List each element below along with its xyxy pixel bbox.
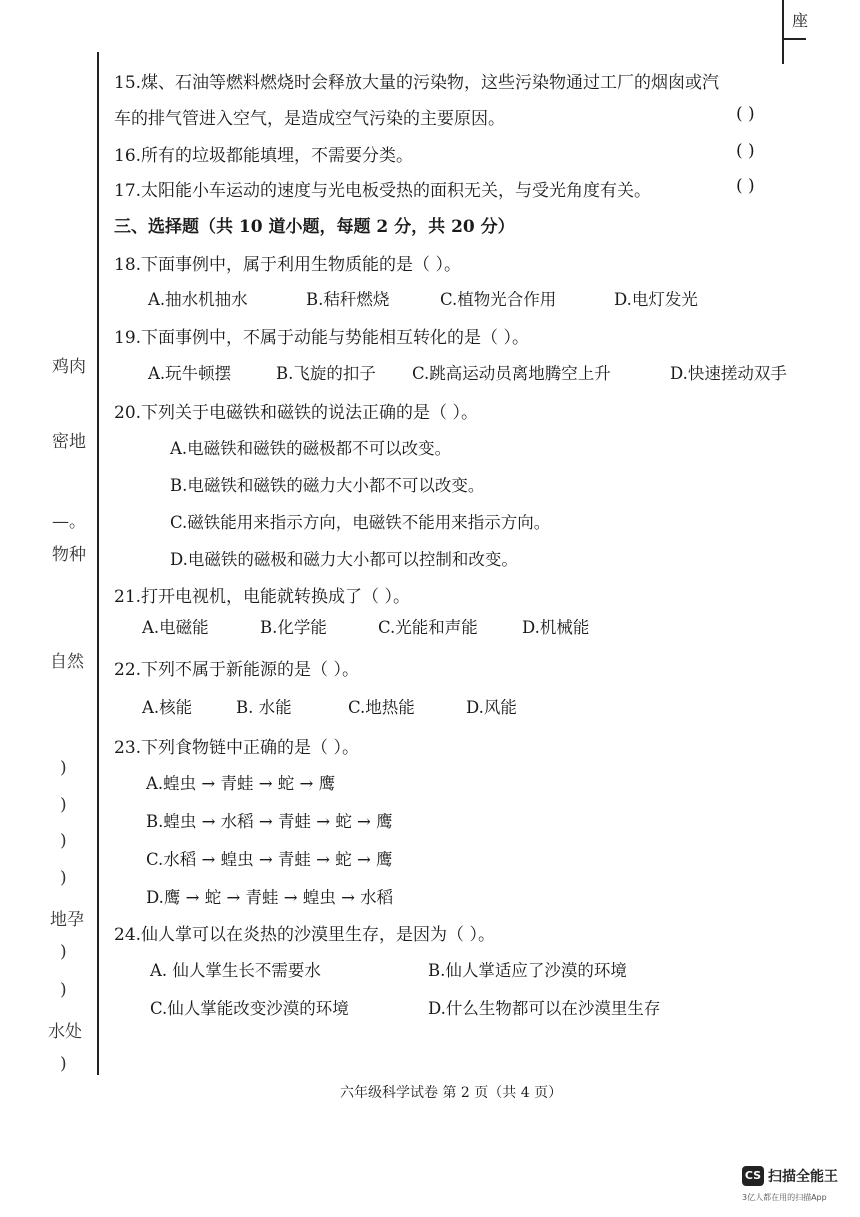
- margin-fragment: ): [60, 868, 67, 888]
- margin-fragment: 物种: [52, 545, 86, 565]
- camscanner-name: 扫描全能王: [768, 1169, 838, 1185]
- option-d: D.风能: [466, 698, 517, 717]
- answer-blank[interactable]: ( ): [736, 141, 755, 161]
- box-border: [782, 38, 806, 40]
- option-b: B.秸秆燃烧: [306, 290, 390, 309]
- seat-number-box: [782, 0, 860, 64]
- option-d: D.什么生物都可以在沙漠里生存: [428, 999, 661, 1018]
- answer-blank[interactable]: ( ): [736, 104, 755, 124]
- margin-fragment: 自然: [50, 652, 84, 672]
- margin-fragment: ): [60, 942, 67, 962]
- option-c: C.水稻 → 蝗虫 → 青蛙 → 蛇 → 鹰: [146, 850, 393, 869]
- page-footer: 六年级科学试卷 第 2 页（共 4 页）: [340, 1085, 563, 1101]
- answer-blank[interactable]: ( ): [736, 176, 755, 196]
- question-15-line2: 车的排气管进入空气，是造成空气污染的主要原因。: [114, 109, 505, 129]
- option-c: C.仙人掌能改变沙漠的环境: [150, 999, 349, 1018]
- option-a: A.玩牛顿摆: [148, 364, 232, 383]
- option-b: B.化学能: [260, 618, 327, 637]
- question-21: 21.打开电视机，电能就转换成了（ ）。: [114, 587, 410, 607]
- seat-label: 座: [792, 11, 809, 30]
- question-22: 22.下列不属于新能源的是（ ）。: [114, 660, 359, 680]
- question-16: 16.所有的垃圾都能填埋，不需要分类。: [114, 146, 414, 166]
- option-c: C.磁铁能用来指示方向，电磁铁不能用来指示方向。: [170, 513, 551, 532]
- option-a: A.电磁能: [142, 618, 209, 637]
- question-23: 23.下列食物链中正确的是（ ）。: [114, 738, 359, 758]
- option-c: C.植物光合作用: [440, 290, 557, 309]
- question-20: 20.下列关于电磁铁和磁铁的说法正确的是（ ）。: [114, 403, 478, 423]
- option-a: A.抽水机抽水: [148, 290, 248, 309]
- question-18: 18.下面事例中，属于利用生物质能的是（ ）。: [114, 255, 461, 275]
- margin-fragment: 鸡肉: [52, 357, 86, 377]
- option-a: A.核能: [142, 698, 193, 717]
- option-d: D.快速搓动双手: [670, 364, 787, 383]
- question-24: 24.仙人掌可以在炎热的沙漠里生存，是因为（ ）。: [114, 925, 495, 945]
- option-a: A. 仙人掌生长不需要水: [150, 961, 321, 980]
- option-a: A.电磁铁和磁铁的磁极都不可以改变。: [170, 439, 452, 458]
- margin-fragment: 水处: [48, 1022, 82, 1042]
- margin-fragment: ): [60, 980, 67, 1000]
- question-15-line1: 15.煤、石油等燃料燃烧时会释放大量的污染物，这些污染物通过工厂的烟囱或汽: [114, 73, 720, 93]
- option-b: B. 水能: [236, 698, 292, 717]
- margin-fragment: 密地: [52, 432, 86, 452]
- option-a: A.蝗虫 → 青蛙 → 蛇 → 鹰: [146, 774, 336, 793]
- option-c: C.光能和声能: [378, 618, 478, 637]
- margin-fragment: ): [60, 758, 67, 778]
- option-d: D.电灯发光: [614, 290, 698, 309]
- section-3-title: 三、选择题（共 10 道小题，每题 2 分，共 20 分）: [114, 217, 515, 237]
- box-border: [782, 0, 784, 64]
- option-b: B.飞旋的扣子: [276, 364, 376, 383]
- option-b: B.蝗虫 → 水稻 → 青蛙 → 蛇 → 鹰: [146, 812, 393, 831]
- margin-fragment: ): [60, 795, 67, 815]
- binding-margin-rule: [97, 52, 99, 1075]
- option-d: D.鹰 → 蛇 → 青蛙 → 蝗虫 → 水稻: [146, 888, 394, 907]
- margin-fragment: —。: [52, 512, 86, 532]
- option-b: B.仙人掌适应了沙漠的环境: [428, 961, 627, 980]
- option-c: C.跳高运动员离地腾空上升: [412, 364, 611, 383]
- margin-fragment: ): [60, 1054, 67, 1074]
- option-d: D.电磁铁的磁极和磁力大小都可以控制和改变。: [170, 550, 518, 569]
- camscanner-tagline: 3亿人都在用的扫描App: [742, 1193, 827, 1202]
- camscanner-logo-icon: CS: [742, 1166, 764, 1186]
- option-c: C.地热能: [348, 698, 415, 717]
- question-19: 19.下面事例中，不属于动能与势能相互转化的是（ ）。: [114, 328, 529, 348]
- margin-fragment: 地孕: [50, 910, 84, 930]
- question-17: 17.太阳能小车运动的速度与光电板受热的面积无关，与受光角度有关。: [114, 181, 652, 201]
- margin-fragment: ): [60, 831, 67, 851]
- option-d: D.机械能: [522, 618, 590, 637]
- option-b: B.电磁铁和磁铁的磁力大小都不可以改变。: [170, 476, 485, 495]
